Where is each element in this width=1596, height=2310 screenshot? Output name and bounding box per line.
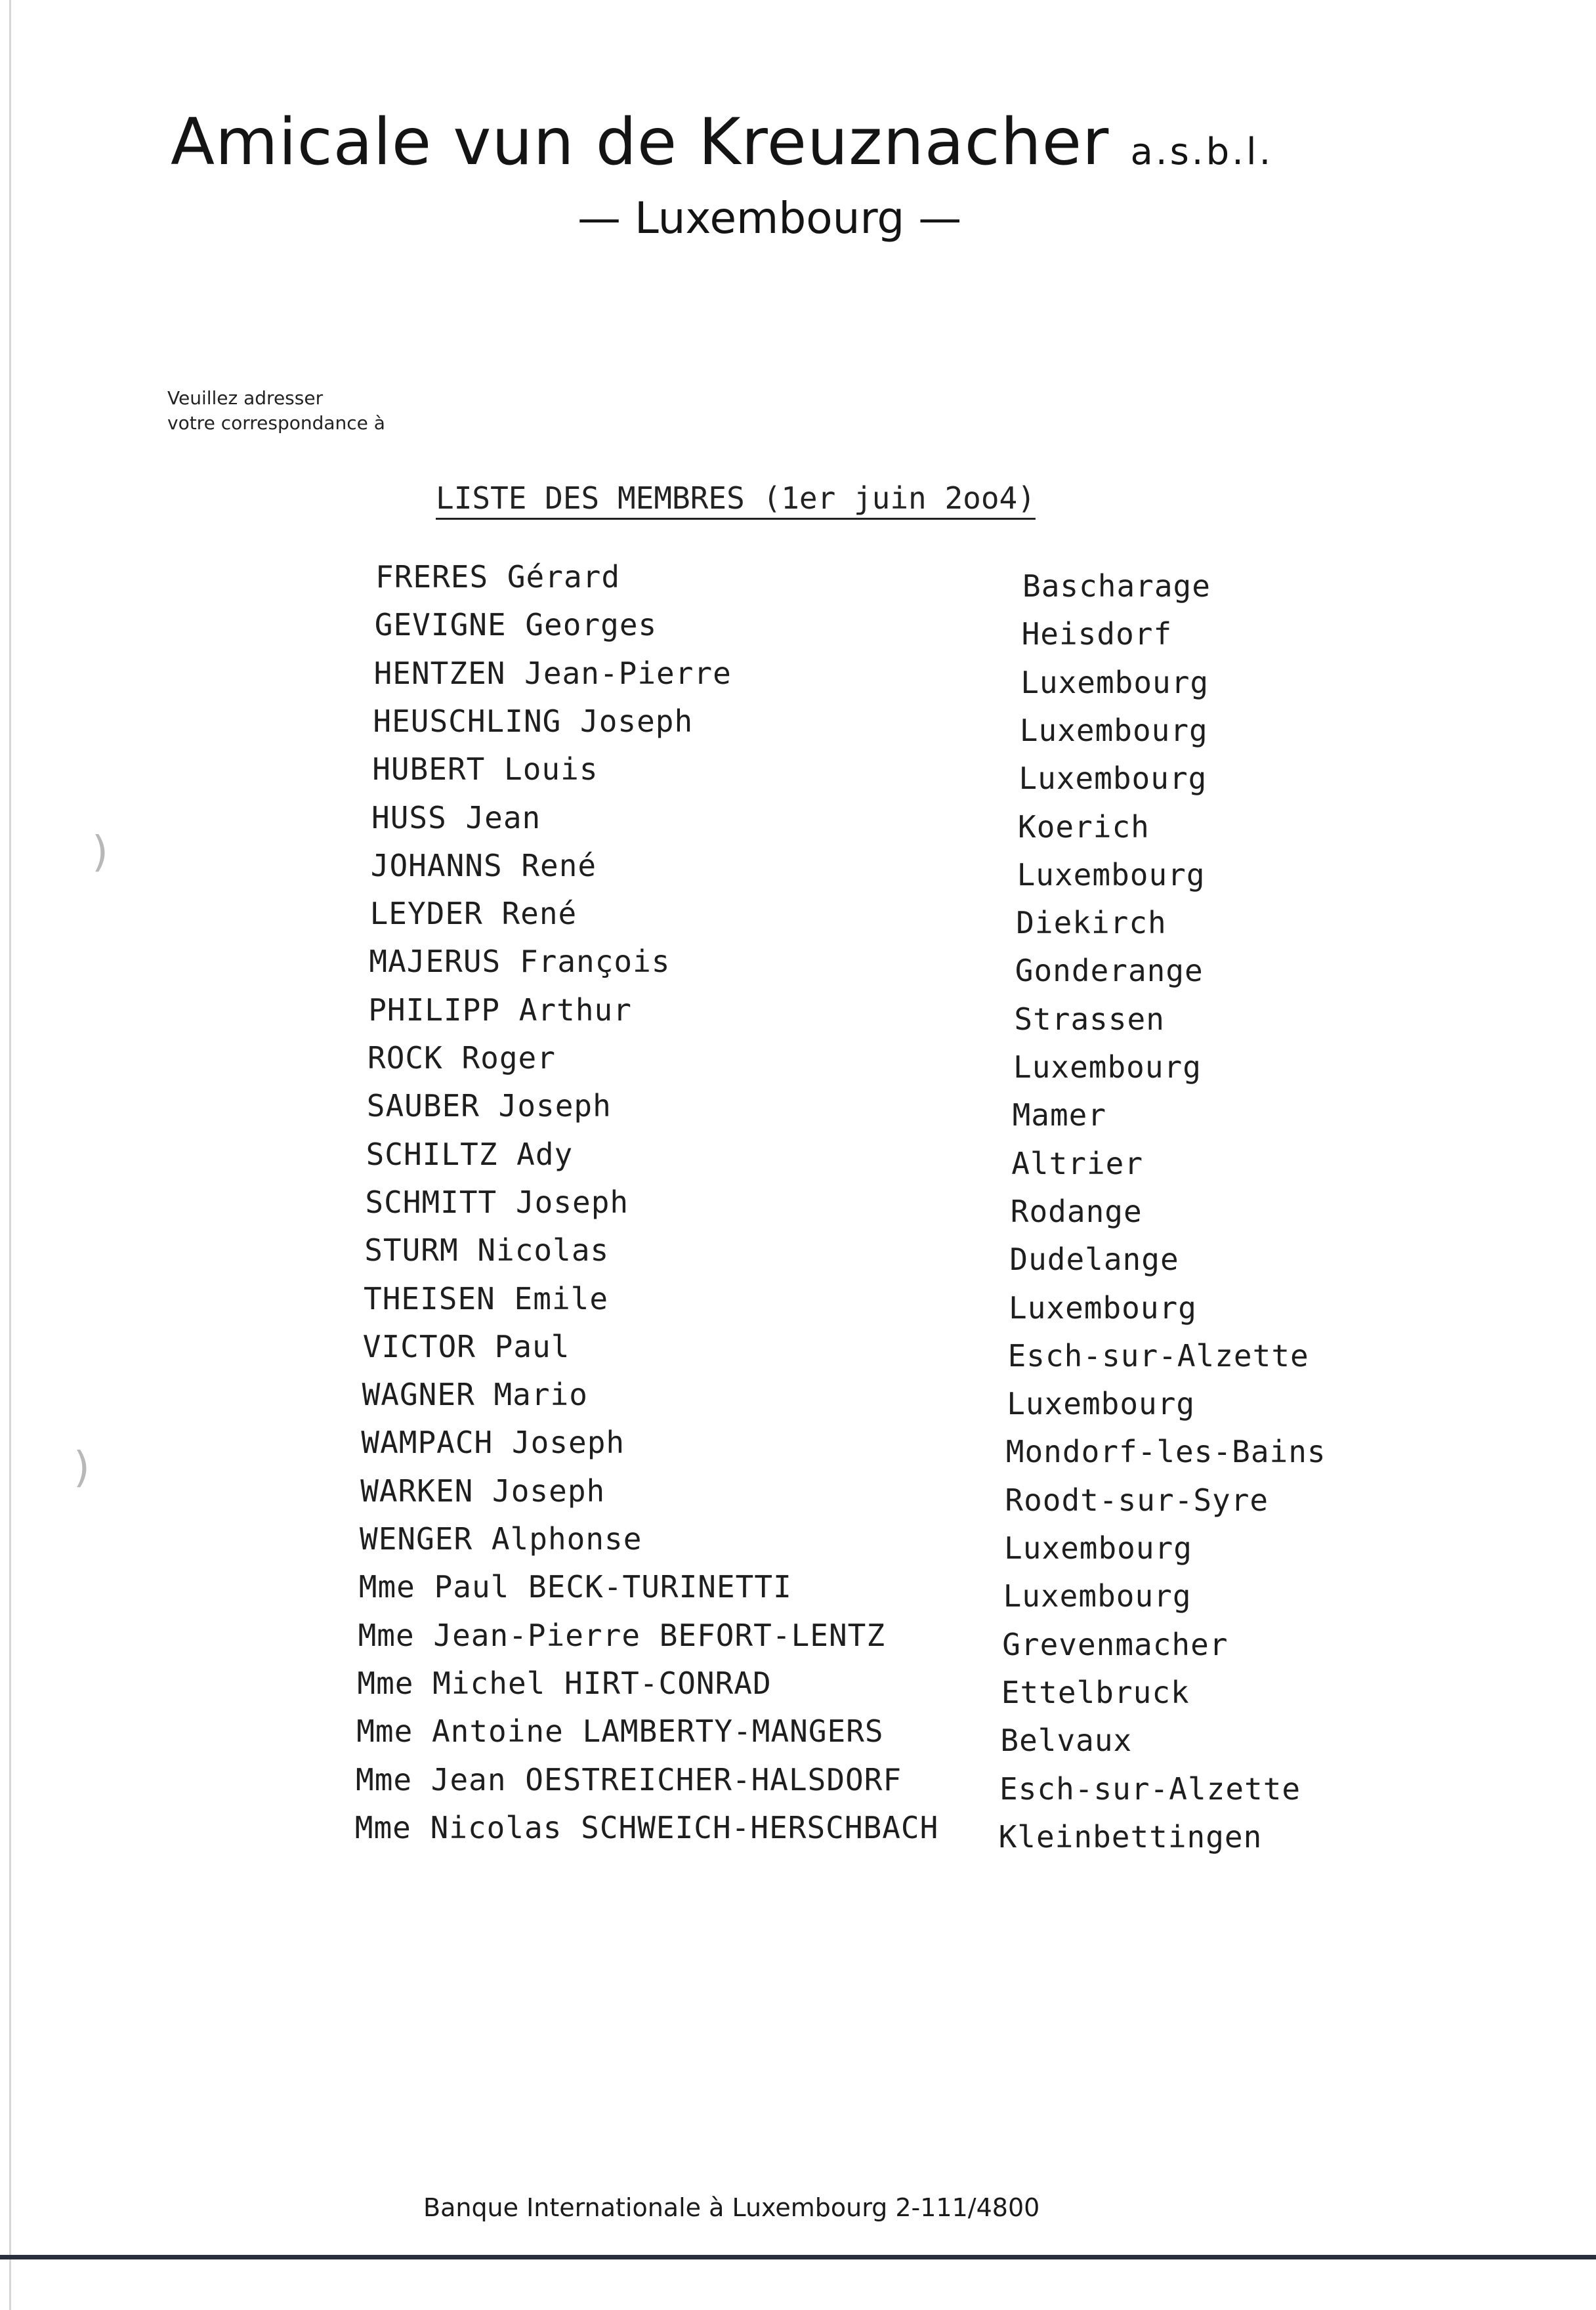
member-city: Belvaux <box>1000 1723 1133 1759</box>
member-name: HENTZEN Jean-Pierre <box>373 655 732 691</box>
member-name: Mme Antoine LAMBERTY-MANGERS <box>356 1713 884 1750</box>
member-name: JOHANNS René <box>370 847 597 883</box>
member-city: Luxembourg <box>1018 761 1208 797</box>
member-city: Bascharage <box>1022 568 1211 604</box>
member-city: Ettelbruck <box>1001 1674 1190 1710</box>
member-name: Mme Nicolas SCHWEICH-HERSCHBACH <box>354 1809 939 1845</box>
letterhead-name: Amicale vun de Kreuznacher <box>171 105 1110 180</box>
member-name: Mme Michel HIRT-CONRAD <box>357 1665 772 1701</box>
member-list-title: LISTE DES MEMBRES (1er juin 2oo4) <box>436 480 1036 516</box>
member-name: WAMPACH Joseph <box>361 1425 625 1461</box>
member-city: Luxembourg <box>1017 856 1206 892</box>
member-name: ROCK Roger <box>368 1040 556 1076</box>
address-note <box>167 386 385 436</box>
member-city: Grevenmacher <box>1002 1626 1228 1662</box>
member-name: Mme Jean OESTREICHER-HALSDORF <box>356 1761 902 1797</box>
member-name: LEYDER René <box>369 896 578 932</box>
member-name: WENGER Alphonse <box>360 1521 642 1557</box>
letterhead-title <box>171 105 1483 180</box>
member-city: Luxembourg <box>1009 1290 1197 1326</box>
page-left-edge <box>9 0 11 2310</box>
address-note-line: votre correspondance à <box>167 412 385 434</box>
member-name: HEUSCHLING Joseph <box>373 703 694 739</box>
member-name: VICTOR Paul <box>362 1328 570 1364</box>
member-city: Gonderange <box>1015 953 1204 989</box>
member-city: Esch-sur-Alzette <box>1007 1337 1309 1374</box>
member-name: WARKEN Joseph <box>360 1473 606 1509</box>
address-note-line: Veuillez adresser <box>167 387 324 409</box>
member-city: Heisdorf <box>1021 616 1173 652</box>
member-city: Rodange <box>1010 1193 1143 1229</box>
member-name: Mme Paul BECK-TURINETTI <box>358 1569 792 1605</box>
member-name: WAGNER Mario <box>362 1377 588 1413</box>
letterhead-suffix: a.s.b.l. <box>1130 131 1274 173</box>
punch-hole-mark: ) <box>92 828 108 877</box>
member-name: HUBERT Louis <box>372 751 598 788</box>
member-name: MAJERUS François <box>369 944 671 980</box>
punch-hole-mark: ) <box>74 1444 90 1492</box>
member-name: GEVIGNE Georges <box>374 607 658 643</box>
member-city: Luxembourg <box>1020 664 1209 700</box>
member-city: Roodt-sur-Syre <box>1005 1482 1269 1518</box>
member-city: Luxembourg <box>1004 1530 1192 1566</box>
member-name: SCHILTZ Ady <box>366 1136 574 1172</box>
member-name: HUSS Jean <box>371 799 541 835</box>
member-name: PHILIPP Arthur <box>368 992 632 1028</box>
member-city: Mondorf-les-Bains <box>1005 1434 1326 1470</box>
member-name: SCHMITT Joseph <box>365 1184 629 1220</box>
member-city: Strassen <box>1014 1001 1165 1037</box>
member-name: SAUBER Joseph <box>366 1088 612 1124</box>
member-name: THEISEN Emile <box>364 1280 609 1316</box>
member-city: Diekirch <box>1016 905 1167 941</box>
footer-bank-info: Banque Internationale à Luxembourg 2-111/4800 <box>423 2193 1040 2222</box>
member-name: FRERES Gérard <box>375 559 621 595</box>
member-name: STURM Nicolas <box>364 1232 610 1269</box>
member-city: Koerich <box>1018 808 1150 845</box>
member-city: Esch-sur-Alzette <box>999 1771 1301 1807</box>
member-city: Luxembourg <box>1007 1386 1196 1422</box>
member-city: Kleinbettingen <box>998 1818 1263 1855</box>
footer-rule <box>0 2255 1596 2259</box>
member-city: Mamer <box>1012 1097 1107 1133</box>
member-city: Luxembourg <box>1019 712 1208 748</box>
member-city: Luxembourg <box>1003 1578 1192 1614</box>
member-city: Altrier <box>1011 1145 1144 1181</box>
member-city: Dudelange <box>1009 1242 1179 1278</box>
member-city: Luxembourg <box>1013 1049 1202 1085</box>
letterhead-subtitle: — Luxembourg — <box>578 193 962 243</box>
member-name: Mme Jean-Pierre BEFORT-LENTZ <box>358 1617 886 1653</box>
